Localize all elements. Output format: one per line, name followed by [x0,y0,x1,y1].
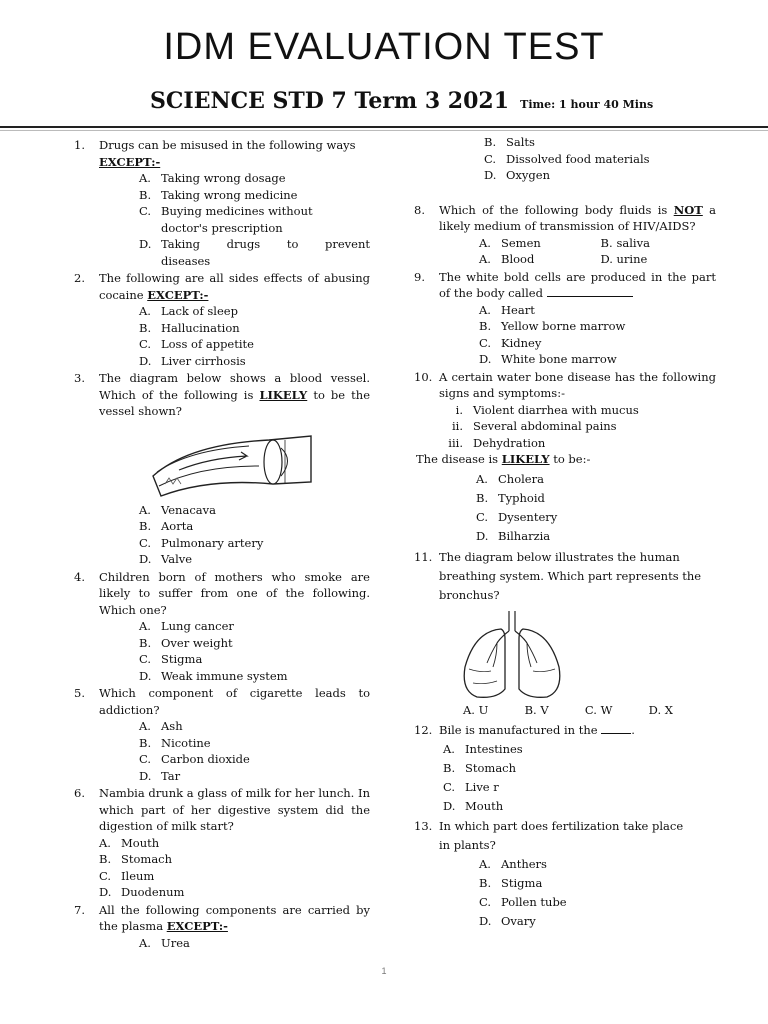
question-10-options [476,470,716,546]
option-c: C. Loss of appetite [139,337,254,351]
options [99,835,370,901]
question-text: Which of the following body fluids is NOT a likely medium of transmission of HIV/AIDS? [439,202,716,233]
question-10-stem: The disease is LIKELY to be:- [416,452,591,466]
option-b: B. saliva [600,235,650,250]
question-text: All the following components are carried by the plasma EXCEPT:- [99,902,370,933]
options [139,718,370,784]
option-a: A. Semen [479,235,541,250]
question-4 [74,569,370,685]
blood-vessel-diagram [149,426,313,498]
keyword: LIKELY [259,387,308,402]
options [139,170,370,269]
question-5 [74,685,370,784]
question-text: The diagram below illustrates the human breathing system. Which part represents the bronchus? [439,549,702,602]
keyword: EXCEPT:- [99,154,161,169]
time-allowed: Time: 1 hour 40 Mins [520,98,654,111]
question-number: 10. [414,369,433,384]
option-a: A. Lack of sleep [139,304,238,318]
option-d: D. Bilharzia [476,528,551,543]
question-number: 7. [74,902,85,917]
question-number: 13. [414,818,433,833]
option-b: B. Nicotine [139,735,211,750]
option-b: B. Taking wrong medicine [139,187,298,202]
question-number: 5. [74,686,85,700]
question-text: In which part does fertilization take place in plants? [439,818,684,852]
question-6 [74,785,370,901]
question-13 [414,817,716,931]
question-number: 3. [74,371,85,385]
option-c: A. Blood [479,252,535,266]
page-title: IDM EVALUATION TEST [163,26,605,68]
options [139,935,370,952]
option-a: A. Venacava [139,502,216,517]
option-d: D. Valve [139,552,193,566]
option-d: D. Mouth [443,798,504,813]
question-number: 6. [74,786,85,800]
question-2 [74,270,370,369]
choice-c: C. W [584,702,613,717]
question-8 [414,202,716,268]
question-number: 9. [414,269,425,284]
question-9 [414,269,716,368]
option-a: A. Intestines [443,741,523,756]
option-b: B. Stigma [479,875,543,890]
options [139,303,370,369]
answer-blank [547,286,633,297]
keyword: LIKELY [501,452,550,466]
question-10 [414,369,716,452]
sign-i: i. Violent diarrhea with mucus [455,402,639,417]
signs-list [439,402,716,452]
answer-choices [463,701,673,720]
question-1 [74,137,370,269]
option-a: A. Urea [139,935,190,950]
option-b: B. Over weight [139,635,233,650]
option-a: A. Cholera [476,471,544,486]
question-number: 12. [414,722,433,737]
lungs-diagram [457,609,567,701]
page-subtitle [150,88,653,114]
options [479,855,716,931]
choice-d: D. X [648,702,673,717]
question-number: 1. [74,138,85,152]
option-b: B. Stomach [99,852,173,866]
option-c: C. Carbon dioxide [139,752,250,766]
option-d: D. Tar [139,768,181,783]
option-b: B. Salts [484,135,535,149]
sign-ii: ii. Several abdominal pains [451,419,617,433]
question-11 [414,548,716,720]
option-a: A. Heart [479,302,535,317]
header-rule [0,126,768,128]
choice-b: B. V [524,702,549,717]
right-column [414,134,716,931]
option-d: D. Taking drugs to prevent diseases [139,237,370,268]
keyword: EXCEPT:- [147,287,209,302]
option-d: D. White bone marrow [479,352,617,366]
question-text: A certain water bone disease has the following signs and symptoms:- [439,369,716,400]
option-c: C. Ileum [99,868,155,883]
option-b: B. Stomach [443,760,517,775]
option-c: C. Dissolved food materials [484,151,650,166]
question-text: Bile is manufactured in the . [439,722,635,737]
question-text: Drugs can be misused in the following ways EXCEPT:- [99,138,356,169]
option-d: D. Ovary [479,913,536,928]
option-c: C. Pollen tube [479,894,567,909]
option-a: A. Ash [139,719,183,733]
option-c: C. Stigma [139,652,203,666]
options [443,740,716,816]
option-c: C. Dysentery [476,509,558,524]
option-d: D. Liver cirrhosis [139,353,246,368]
option-b: B. Yellow borne marrow [479,319,626,333]
option-d: D. Weak immune system [139,668,288,683]
option-b: B. Aorta [139,519,194,533]
question-7-continued [484,134,716,184]
question-12 [414,721,716,816]
page-number: 1 [381,966,387,976]
header-rule-thin [0,130,768,131]
option-b: B. Hallucination [139,320,240,335]
question-text: Which component of cigarette leads to addiction? [99,686,370,717]
option-a: A. Taking wrong dosage [139,171,286,185]
option-d: D. Duodenum [99,885,185,899]
option-a: A. Anthers [479,856,547,871]
option-d: D. urine [600,252,648,266]
option-a: A. Mouth [99,835,160,850]
options [479,235,716,268]
choice-a: A. U [463,702,489,717]
question-text: The diagram below shows a blood vessel. Which of the following is LIKELY to be the vessel shown? [99,371,371,418]
question-7 [74,902,370,952]
keyword: NOT [673,202,703,217]
answer-blank [601,723,631,734]
question-number: 8. [414,202,425,217]
question-number: 4. [74,569,85,584]
options [139,618,370,684]
question-text: Children born of mothers who smoke are likely to suffer from one of the following. Which one? [99,569,370,617]
sign-iii: iii. Dehydration [448,435,546,450]
keyword: EXCEPT:- [166,919,228,933]
option-b: B. Typhoid [476,490,545,505]
option-c: C. Pulmonary artery [139,535,264,550]
question-text: The following are all sides effects of abusing cocaine EXCEPT:- [99,271,370,302]
question-number: 11. [414,549,433,564]
option-c: C. Kidney [479,335,542,350]
options [479,302,716,368]
option-c: C. Buying medicines without doctor's prescription [139,204,313,235]
subject-heading: SCIENCE STD 7 Term 3 2021 [150,88,510,114]
question-number: 2. [74,271,85,285]
question-text: The white bold cells are produced in the part of the body called [439,269,716,300]
left-column [74,136,370,951]
option-a: A. Lung cancer [139,619,234,633]
question-text: Nambia drunk a glass of milk for her lunch. In which part of her digestive system did the digestion of milk start? [99,786,370,833]
options [139,502,370,568]
option-c: C. Live r [443,779,499,794]
option-d: D. Oxygen [484,168,550,182]
question-3 [74,370,370,568]
